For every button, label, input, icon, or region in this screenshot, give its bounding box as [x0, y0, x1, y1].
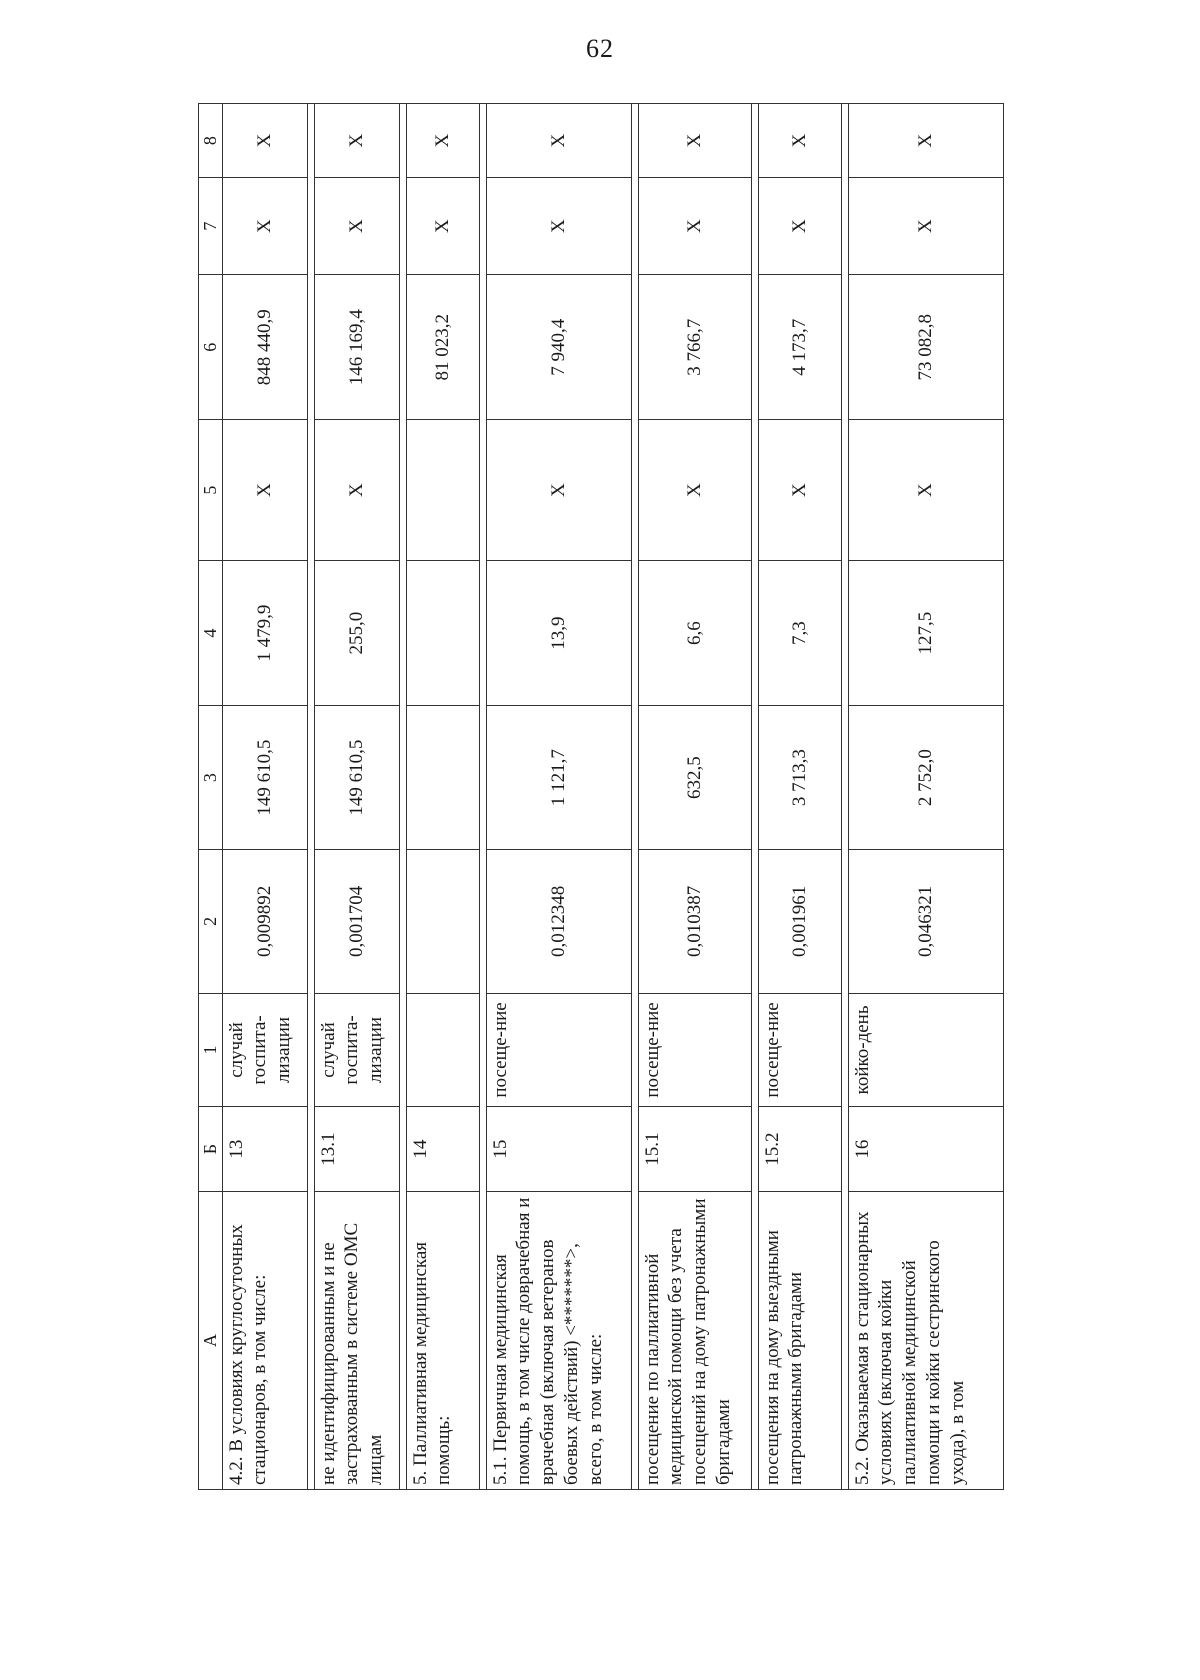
value-cell — [406, 561, 479, 706]
value-cell: 0,010387 — [638, 850, 751, 994]
page-number: 62 — [586, 34, 614, 63]
row-label-cell: 4.2. В условиях круглосуточных стационаров, в том числе: — [222, 1191, 307, 1489]
value-cell: X — [638, 104, 751, 178]
value-cell: 6,6 — [638, 561, 751, 706]
value-cell: X — [758, 178, 841, 275]
rotated-table-container — [198, 103, 998, 1490]
value-cell: 73 082,8 — [848, 275, 1003, 420]
table-row — [848, 104, 1003, 1490]
value-cell: 848 440,9 — [222, 275, 307, 420]
table-row — [758, 104, 841, 1490]
data-table — [198, 103, 1004, 1490]
value-cell: 7 940,4 — [486, 275, 631, 420]
value-cell: X — [848, 104, 1003, 178]
value-cell: 81 023,2 — [406, 275, 479, 420]
value-cell: 0,046321 — [848, 850, 1003, 994]
table-row — [314, 104, 399, 1490]
value-cell: X — [848, 178, 1003, 275]
header-cell: 2 — [199, 850, 223, 994]
row-spacer — [307, 104, 314, 1490]
value-cell: 149 610,5 — [222, 706, 307, 850]
value-cell: 3 713,3 — [758, 706, 841, 850]
value-cell: 7,3 — [758, 561, 841, 706]
row-spacer — [841, 104, 848, 1490]
row-label-cell: посещения на дому выездными патронажными бригадами — [758, 1191, 841, 1489]
value-cell: X — [222, 104, 307, 178]
header-cell: 4 — [199, 561, 223, 706]
value-cell: X — [486, 178, 631, 275]
value-cell: 127,5 — [848, 561, 1003, 706]
value-cell: 0,012348 — [486, 850, 631, 994]
row-code-cell: 15.1 — [638, 1107, 751, 1192]
row-code-cell: 16 — [848, 1107, 1003, 1192]
table-header-row — [199, 104, 223, 1490]
row-spacer — [399, 104, 406, 1490]
header-cell: 6 — [199, 275, 223, 420]
row-label-cell: посещение по паллиативной медицинской помощи без учета посещений на дому патронажными бригадами — [638, 1191, 751, 1489]
unit-cell: случай госпита-лизации — [222, 993, 307, 1106]
value-cell: X — [406, 104, 479, 178]
value-cell: X — [222, 420, 307, 561]
row-code-cell: 13.1 — [314, 1107, 399, 1192]
value-cell: 13,9 — [486, 561, 631, 706]
table-row — [638, 104, 751, 1490]
value-cell: X — [314, 104, 399, 178]
header-cell: Б — [199, 1107, 223, 1192]
unit-cell: койко-день — [848, 993, 1003, 1106]
row-code-cell: 14 — [406, 1107, 479, 1192]
value-cell: 0,001961 — [758, 850, 841, 994]
row-code-cell: 13 — [222, 1107, 307, 1192]
row-spacer — [631, 104, 638, 1490]
value-cell: X — [758, 420, 841, 561]
value-cell: 0,001704 — [314, 850, 399, 994]
value-cell: 0,009892 — [222, 850, 307, 994]
row-label-cell: 5. Паллиативная медицинская помощь: — [406, 1191, 479, 1489]
value-cell: X — [222, 178, 307, 275]
unit-cell — [406, 993, 479, 1106]
header-cell: 7 — [199, 178, 223, 275]
value-cell — [406, 420, 479, 561]
header-cell: А — [199, 1191, 223, 1489]
table-row — [222, 104, 307, 1490]
row-label-cell: 5.1. Первичная медицинская помощь, в том числе доврачебная и врачебная (включая ветеранов боевых действий) <*******>, всего, в том числе: — [486, 1191, 631, 1489]
value-cell — [406, 850, 479, 994]
table-row — [406, 104, 479, 1490]
value-cell: X — [486, 104, 631, 178]
row-label-cell: не идентифицированным и не застрахованным в системе ОМС лицам — [314, 1191, 399, 1489]
unit-cell: посеще-ние — [486, 993, 631, 1106]
row-code-cell: 15.2 — [758, 1107, 841, 1192]
row-spacer — [479, 104, 486, 1490]
value-cell: 2 752,0 — [848, 706, 1003, 850]
value-cell — [406, 706, 479, 850]
header-cell: 8 — [199, 104, 223, 178]
value-cell: 632,5 — [638, 706, 751, 850]
value-cell: 1 479,9 — [222, 561, 307, 706]
header-cell: 1 — [199, 993, 223, 1106]
value-cell: 3 766,7 — [638, 275, 751, 420]
unit-cell: случай госпита-лизации — [314, 993, 399, 1106]
value-cell: X — [638, 420, 751, 561]
value-cell: X — [638, 178, 751, 275]
unit-cell: посеще-ние — [638, 993, 751, 1106]
value-cell: X — [848, 420, 1003, 561]
value-cell: X — [486, 420, 631, 561]
table-row — [486, 104, 631, 1490]
value-cell: X — [406, 178, 479, 275]
value-cell: 255,0 — [314, 561, 399, 706]
value-cell: 1 121,7 — [486, 706, 631, 850]
value-cell: 146 169,4 — [314, 275, 399, 420]
value-cell: 149 610,5 — [314, 706, 399, 850]
value-cell: X — [314, 178, 399, 275]
row-label-cell: 5.2. Оказываемая в стационарных условиях (включая койки паллиативной медицинской помощи и койки сестринского ухода), в том — [848, 1191, 1003, 1489]
value-cell: X — [758, 104, 841, 178]
unit-cell: посеще-ние — [758, 993, 841, 1106]
value-cell: X — [314, 420, 399, 561]
header-cell: 5 — [199, 420, 223, 561]
header-cell: 3 — [199, 706, 223, 850]
row-code-cell: 15 — [486, 1107, 631, 1192]
row-spacer — [751, 104, 758, 1490]
value-cell: 4 173,7 — [758, 275, 841, 420]
